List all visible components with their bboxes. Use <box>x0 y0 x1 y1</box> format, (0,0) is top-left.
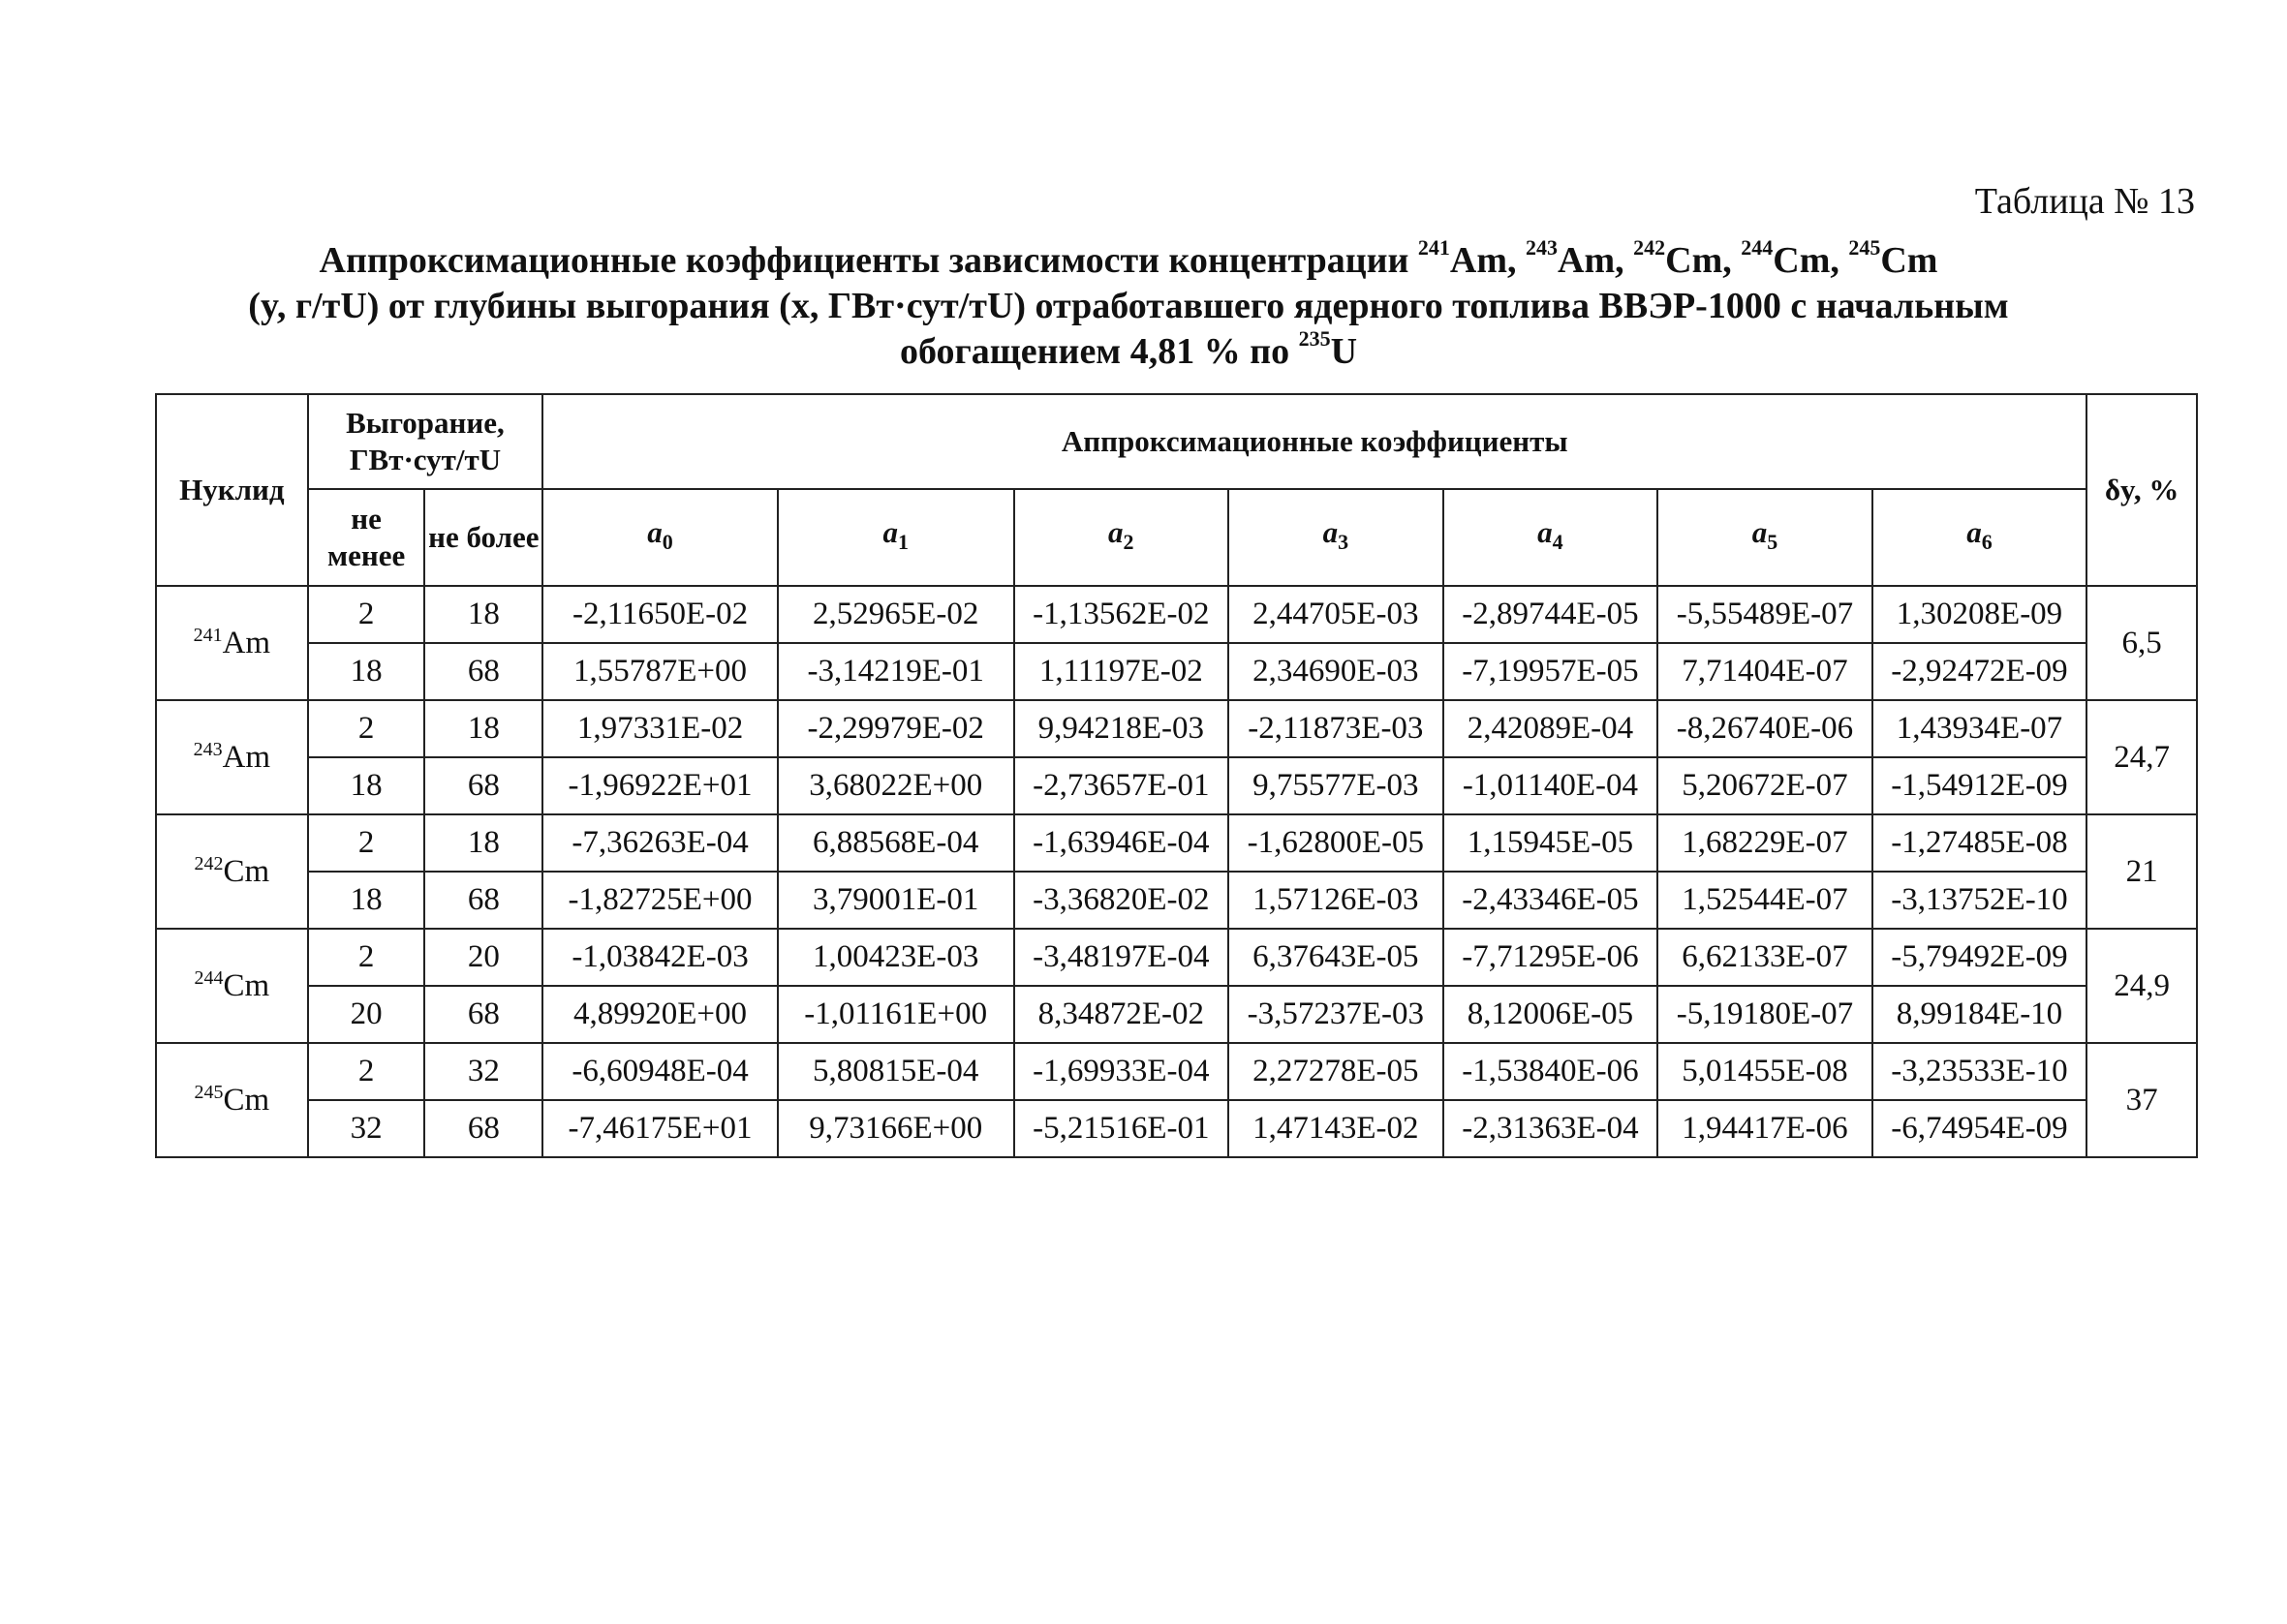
nuclide-cell: $^{245}$Cm <box>156 1043 308 1157</box>
coef-a6-cell: -5,79492E-09 <box>1872 929 2087 986</box>
coefficients-table <box>155 393 2198 1158</box>
coef-a0-cell: -1,03842E-03 <box>542 929 778 986</box>
coef-a1-cell: 3,79001E-01 <box>778 872 1014 929</box>
table-row <box>156 757 2197 814</box>
coef-a5-cell: -8,26740E-06 <box>1657 700 1872 757</box>
coef-a1-cell: 2,52965E-02 <box>778 586 1014 643</box>
coef-a2-cell: -3,48197E-04 <box>1014 929 1229 986</box>
coef-a2-cell: -3,36820E-02 <box>1014 872 1229 929</box>
coef-a0-cell: -7,36263E-04 <box>542 814 778 872</box>
coef-a6-cell: -3,13752E-10 <box>1872 872 2087 929</box>
header-nuclide: Нуклид <box>156 394 308 586</box>
table-row <box>156 586 2197 643</box>
coef-a1-cell: 3,68022E+00 <box>778 757 1014 814</box>
coef-a5-cell: 1,52544E-07 <box>1657 872 1872 929</box>
header-burnup: Выгорание, ГВт·сут/тU <box>308 394 543 489</box>
coef-a6-cell: -3,23533E-10 <box>1872 1043 2087 1100</box>
coef-a2-cell: 1,11197E-02 <box>1014 643 1229 700</box>
burnup-max-cell: 20 <box>424 929 542 986</box>
coef-a1-cell: -1,01161E+00 <box>778 986 1014 1043</box>
coef-a4-cell: -1,01140E-04 <box>1443 757 1658 814</box>
coef-a4-cell: -7,19957E-05 <box>1443 643 1658 700</box>
coef-a3-cell: -2,11873E-03 <box>1228 700 1443 757</box>
header-coef-a0: $a_0$ <box>542 489 778 586</box>
table-row <box>156 643 2197 700</box>
coef-a3-cell: -1,62800E-05 <box>1228 814 1443 872</box>
coef-a4-cell: 8,12006E-05 <box>1443 986 1658 1043</box>
table-row <box>156 700 2197 757</box>
coef-a6-cell: -6,74954E-09 <box>1872 1100 2087 1157</box>
coef-a4-cell: -2,89744E-05 <box>1443 586 1658 643</box>
coef-a0-cell: 4,89920E+00 <box>542 986 778 1043</box>
coef-a2-cell: 8,34872E-02 <box>1014 986 1229 1043</box>
burnup-min-cell: 18 <box>308 872 425 929</box>
coef-a6-cell: -1,54912E-09 <box>1872 757 2087 814</box>
coef-a2-cell: -1,69933E-04 <box>1014 1043 1229 1100</box>
title-line-1: Аппроксимационные коэффициенты зависимости концентрации $^{241}$Am, $^{243}$Am, $^{242}$Cm, $^{244}$Cm, $^{245}$Cm <box>319 235 1938 281</box>
nuclide-cell: $^{243}$Am <box>156 700 308 814</box>
burnup-max-cell: 68 <box>424 643 542 700</box>
burnup-min-cell: 2 <box>308 700 425 757</box>
table-body <box>156 586 2197 1157</box>
coef-a5-cell: 5,01455E-08 <box>1657 1043 1872 1100</box>
coef-a4-cell: 1,15945E-05 <box>1443 814 1658 872</box>
table-row <box>156 1043 2197 1100</box>
burnup-min-cell: 18 <box>308 643 425 700</box>
burnup-max-cell: 68 <box>424 757 542 814</box>
coef-a2-cell: -1,13562E-02 <box>1014 586 1229 643</box>
header-coef-a2: $a_2$ <box>1014 489 1229 586</box>
coef-a5-cell: 5,20672E-07 <box>1657 757 1872 814</box>
coef-a2-cell: 9,94218E-03 <box>1014 700 1229 757</box>
header-row-1 <box>156 394 2197 489</box>
table-row <box>156 814 2197 872</box>
coef-a3-cell: 2,34690E-03 <box>1228 643 1443 700</box>
coef-a2-cell: -2,73657E-01 <box>1014 757 1229 814</box>
header-coef-a1: $a_1$ <box>778 489 1014 586</box>
coef-a1-cell: 9,73166E+00 <box>778 1100 1014 1157</box>
coef-a4-cell: -7,71295E-06 <box>1443 929 1658 986</box>
coef-a2-cell: -1,63946E-04 <box>1014 814 1229 872</box>
table-row <box>156 929 2197 986</box>
burnup-min-cell: 32 <box>308 1100 425 1157</box>
coef-a3-cell: -3,57237E-03 <box>1228 986 1443 1043</box>
coef-a6-cell: -1,27485E-08 <box>1872 814 2087 872</box>
header-coef-a5: $a_5$ <box>1657 489 1872 586</box>
coef-a6-cell: 8,99184E-10 <box>1872 986 2087 1043</box>
coef-a0-cell: -7,46175E+01 <box>542 1100 778 1157</box>
header-delta: δy, % <box>2086 394 2197 586</box>
coef-a6-cell: 1,30208E-09 <box>1872 586 2087 643</box>
coef-a5-cell: 1,94417E-06 <box>1657 1100 1872 1157</box>
table-row <box>156 872 2197 929</box>
burnup-min-cell: 2 <box>308 814 425 872</box>
coef-a3-cell: 1,57126E-03 <box>1228 872 1443 929</box>
delta-cell: 24,9 <box>2086 929 2197 1043</box>
table-row <box>156 986 2197 1043</box>
coef-a1-cell: 6,88568E-04 <box>778 814 1014 872</box>
coef-a5-cell: -5,19180E-07 <box>1657 986 1872 1043</box>
coef-a6-cell: 1,43934E-07 <box>1872 700 2087 757</box>
burnup-min-cell: 20 <box>308 986 425 1043</box>
coef-a4-cell: -2,31363E-04 <box>1443 1100 1658 1157</box>
nuclide-cell: $^{242}$Cm <box>156 814 308 929</box>
burnup-max-cell: 32 <box>424 1043 542 1100</box>
coef-a4-cell: -2,43346E-05 <box>1443 872 1658 929</box>
delta-cell: 6,5 <box>2086 586 2197 700</box>
coef-a0-cell: -6,60948E-04 <box>542 1043 778 1100</box>
header-coef-a4: $a_4$ <box>1443 489 1658 586</box>
coef-a5-cell: 7,71404E-07 <box>1657 643 1872 700</box>
burnup-max-cell: 68 <box>424 986 542 1043</box>
coef-a0-cell: 1,97331E-02 <box>542 700 778 757</box>
coef-a4-cell: 2,42089E-04 <box>1443 700 1658 757</box>
nuclide-cell: $^{244}$Cm <box>156 929 308 1043</box>
header-coefficients: Аппроксимационные коэффициенты <box>542 394 2086 489</box>
header-min: не менее <box>308 489 425 586</box>
coef-a4-cell: -1,53840E-06 <box>1443 1043 1658 1100</box>
coef-a5-cell: -5,55489E-07 <box>1657 586 1872 643</box>
table-row <box>156 1100 2197 1157</box>
delta-cell: 24,7 <box>2086 700 2197 814</box>
table-number: Таблица № 13 <box>1974 181 2195 222</box>
delta-cell: 37 <box>2086 1043 2197 1157</box>
coef-a3-cell: 1,47143E-02 <box>1228 1100 1443 1157</box>
burnup-min-cell: 18 <box>308 757 425 814</box>
coef-a0-cell: -1,96922E+01 <box>542 757 778 814</box>
coef-a3-cell: 2,27278E-05 <box>1228 1043 1443 1100</box>
coef-a1-cell: -3,14219E-01 <box>778 643 1014 700</box>
burnup-max-cell: 18 <box>424 814 542 872</box>
header-coef-a3: $a_3$ <box>1228 489 1443 586</box>
coef-a3-cell: 6,37643E-05 <box>1228 929 1443 986</box>
header-row-2 <box>156 489 2197 586</box>
title-line-2: (y, г/тU) от глубины выгорания (x, ГВт·сут/тU) отработавшего ядерного топлива ВВЭР-1000 с начальным <box>248 286 2009 326</box>
coef-a0-cell: -1,82725E+00 <box>542 872 778 929</box>
coef-a0-cell: 1,55787E+00 <box>542 643 778 700</box>
burnup-max-cell: 18 <box>424 700 542 757</box>
coef-a5-cell: 1,68229E-07 <box>1657 814 1872 872</box>
coef-a1-cell: 5,80815E-04 <box>778 1043 1014 1100</box>
nuclide-cell: $^{241}$Am <box>156 586 308 700</box>
title-line-3: обогащением 4,81 % по $^{235}$U <box>899 326 1358 372</box>
coef-a0-cell: -2,11650E-02 <box>542 586 778 643</box>
coef-a2-cell: -5,21516E-01 <box>1014 1100 1229 1157</box>
coef-a1-cell: -2,29979E-02 <box>778 700 1014 757</box>
coef-a3-cell: 9,75577E-03 <box>1228 757 1443 814</box>
table-title <box>145 235 2112 375</box>
burnup-min-cell: 2 <box>308 1043 425 1100</box>
burnup-min-cell: 2 <box>308 929 425 986</box>
delta-cell: 21 <box>2086 814 2197 929</box>
burnup-max-cell: 68 <box>424 872 542 929</box>
header-coef-a6: $a_6$ <box>1872 489 2087 586</box>
coef-a1-cell: 1,00423E-03 <box>778 929 1014 986</box>
coef-a3-cell: 2,44705E-03 <box>1228 586 1443 643</box>
burnup-max-cell: 18 <box>424 586 542 643</box>
coef-a6-cell: -2,92472E-09 <box>1872 643 2087 700</box>
burnup-max-cell: 68 <box>424 1100 542 1157</box>
burnup-min-cell: 2 <box>308 586 425 643</box>
coef-a5-cell: 6,62133E-07 <box>1657 929 1872 986</box>
header-max: не более <box>424 489 542 586</box>
